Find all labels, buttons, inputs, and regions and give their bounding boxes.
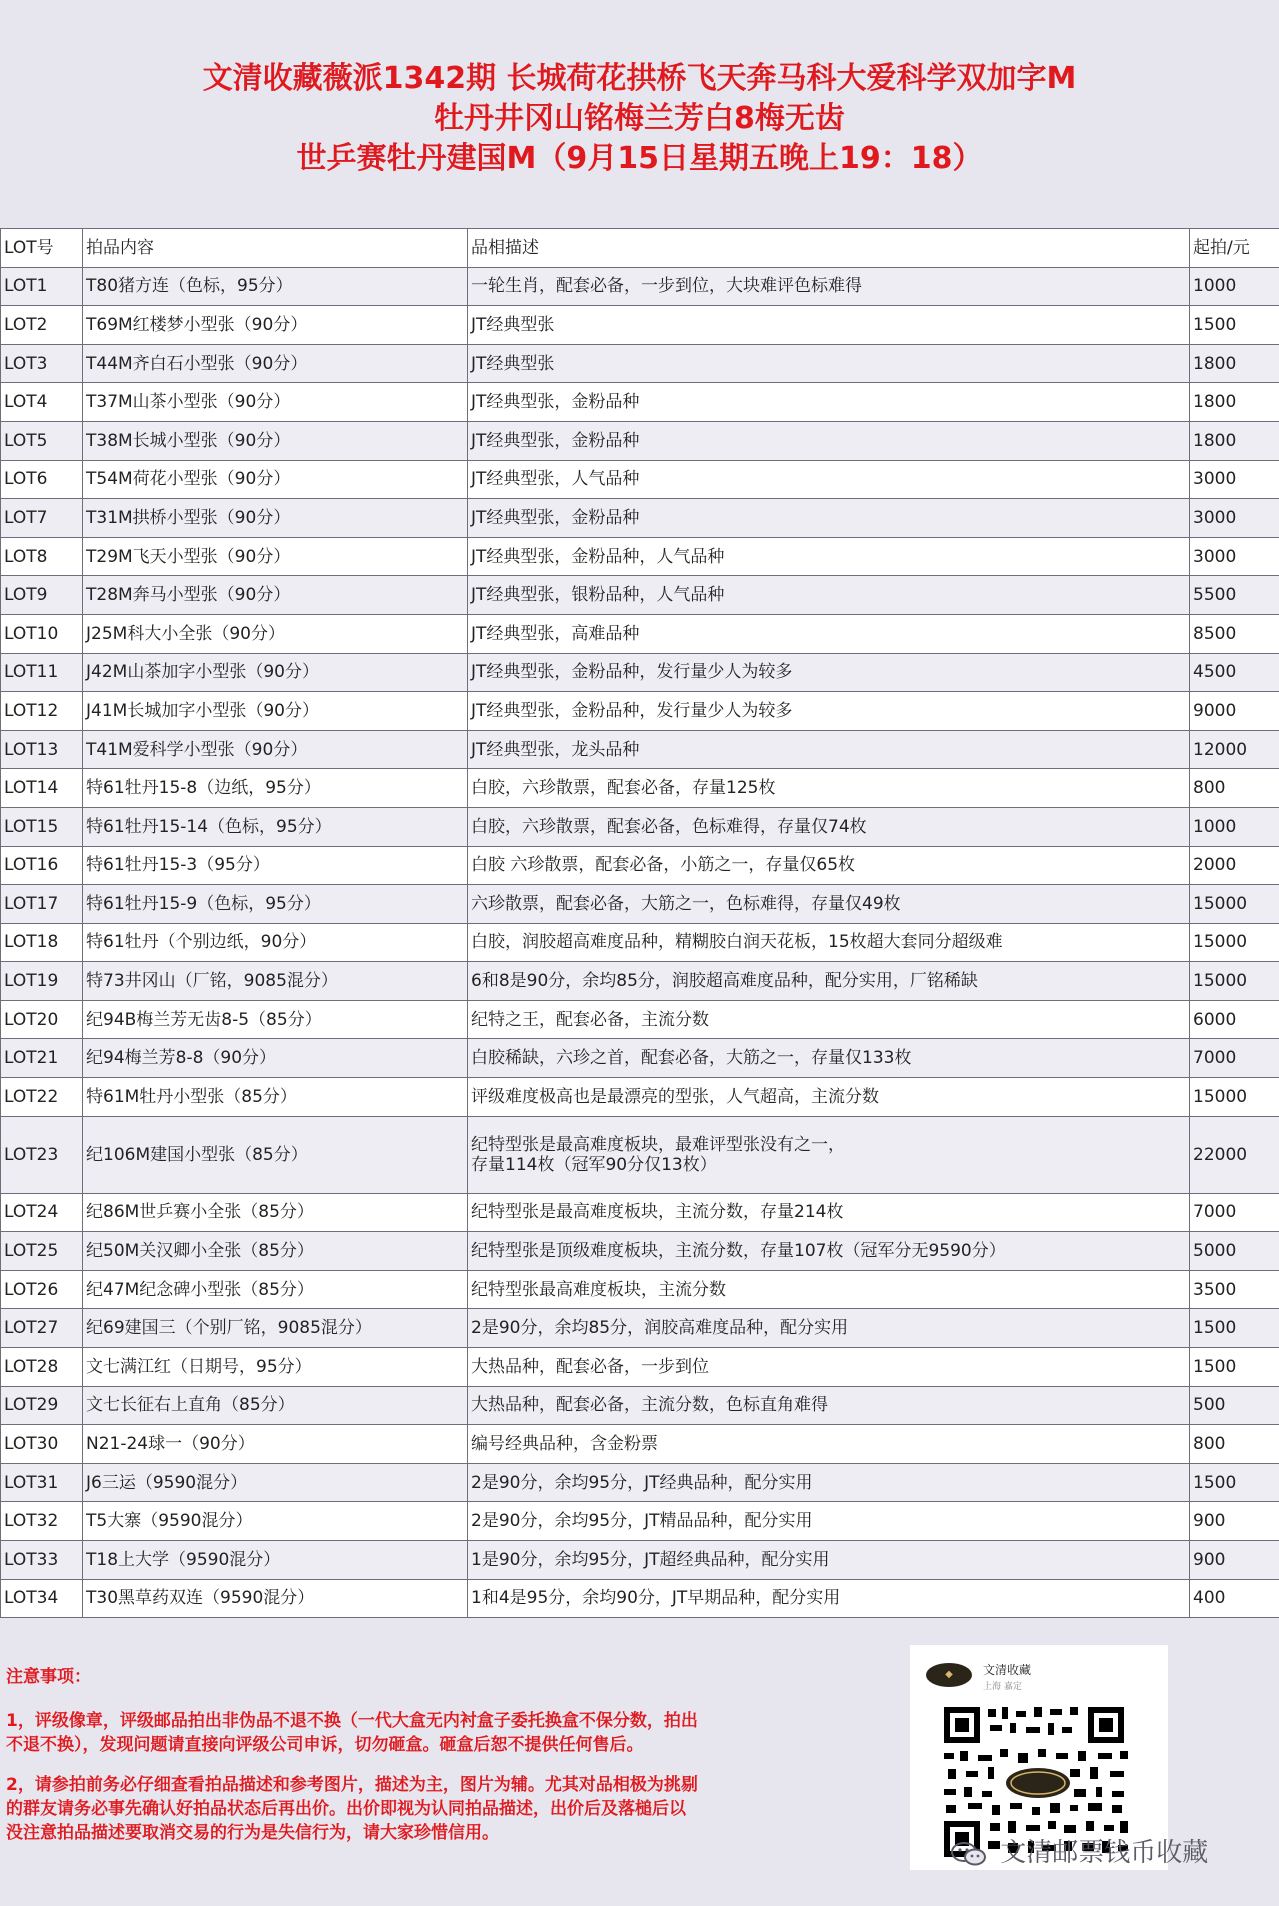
starting-price: 900 xyxy=(1190,1502,1279,1541)
item-description: 1和4是95分，余均90分，JT早期品种，配分实用 xyxy=(468,1579,1190,1618)
table-row xyxy=(1,1193,1279,1232)
item-description: 大热品种，配套必备，一步到位 xyxy=(468,1348,1190,1387)
qr-account-name: 文清收藏 xyxy=(983,1663,1032,1677)
table-row xyxy=(1,1116,1279,1193)
note-2-line-a: 2，请参拍前务必仔细查看拍品描述和参考图片，描述为主，图片为辅。尤其对品相极为挑剔 xyxy=(6,1775,698,1795)
item-description: 纪特型张最高难度板块，主流分数 xyxy=(468,1270,1190,1309)
header-price: 起拍/元 xyxy=(1190,229,1279,268)
starting-price: 1800 xyxy=(1190,383,1279,422)
note-1 xyxy=(6,1709,796,1757)
starting-price: 15000 xyxy=(1190,923,1279,962)
starting-price: 900 xyxy=(1190,1541,1279,1580)
item-name: 特61牡丹15-14（色标，95分） xyxy=(83,807,468,846)
lot-number: LOT34 xyxy=(1,1579,83,1618)
lot-number: LOT28 xyxy=(1,1348,83,1387)
table-row xyxy=(1,846,1279,885)
page-title xyxy=(0,0,1279,228)
lot-number: LOT24 xyxy=(1,1193,83,1232)
table-row xyxy=(1,1386,1279,1425)
starting-price: 3000 xyxy=(1190,499,1279,538)
item-name: 纪106M建国小型张（85分） xyxy=(83,1116,468,1193)
item-description: 纪特型张是顶级难度板块，主流分数，存量107枚（冠军分无9590分） xyxy=(468,1232,1190,1271)
table-row xyxy=(1,1541,1279,1580)
item-description: JT经典型张，人气品种 xyxy=(468,460,1190,499)
table-row xyxy=(1,923,1279,962)
item-description: JT经典型张，高难品种 xyxy=(468,614,1190,653)
item-name: 纪86M世乒赛小全张（85分） xyxy=(83,1193,468,1232)
watermark xyxy=(950,1832,1208,1869)
item-description: JT经典型张，金粉品种，发行量少人为较多 xyxy=(468,653,1190,692)
table-row xyxy=(1,614,1279,653)
lot-number: LOT3 xyxy=(1,344,83,383)
item-description: 2是90分，余均85分，润胶高难度品种，配分实用 xyxy=(468,1309,1190,1348)
table-header-row xyxy=(1,229,1279,268)
lot-number: LOT16 xyxy=(1,846,83,885)
starting-price: 9000 xyxy=(1190,692,1279,731)
table-row xyxy=(1,1502,1279,1541)
lot-number: LOT33 xyxy=(1,1541,83,1580)
item-name: T29M飞天小型张（90分） xyxy=(83,537,468,576)
starting-price: 1000 xyxy=(1190,807,1279,846)
item-name: J25M科大小全张（90分） xyxy=(83,614,468,653)
item-name: T69M红楼梦小型张（90分） xyxy=(83,306,468,345)
item-name: T41M爱科学小型张（90分） xyxy=(83,730,468,769)
title-line-1: 文清收藏薇派1342期 长城荷花拱桥飞天奔马科大爱科学双加字M xyxy=(202,61,1077,96)
notes-section xyxy=(6,1665,796,1861)
item-name: 特61牡丹（个别边纸，90分） xyxy=(83,923,468,962)
lot-number: LOT18 xyxy=(1,923,83,962)
item-description-line-1: 纪特型张是最高难度板块，最难评型张没有之一， xyxy=(471,1134,845,1155)
wechat-icon xyxy=(950,1840,988,1868)
item-name: J42M山茶加字小型张（90分） xyxy=(83,653,468,692)
starting-price: 7000 xyxy=(1190,1193,1279,1232)
note-1-line-a: 1，评级像章，评级邮品拍出非伪品不退不换（一代大盒无内衬盒子委托换盒不保分数，拍出 xyxy=(6,1711,698,1731)
item-description: JT经典型张，金粉品种 xyxy=(468,421,1190,460)
item-description: 纪特型张是最高难度板块，主流分数，存量214枚 xyxy=(468,1193,1190,1232)
lot-number: LOT13 xyxy=(1,730,83,769)
starting-price: 800 xyxy=(1190,1425,1279,1464)
starting-price: 400 xyxy=(1190,1579,1279,1618)
lot-number: LOT2 xyxy=(1,306,83,345)
lot-number: LOT1 xyxy=(1,267,83,306)
starting-price: 1500 xyxy=(1190,306,1279,345)
item-description: 纪特之王，配套必备，主流分数 xyxy=(468,1000,1190,1039)
item-description: 1是90分，余均95分，JT超经典品种，配分实用 xyxy=(468,1541,1190,1580)
lot-number: LOT14 xyxy=(1,769,83,808)
lot-number: LOT11 xyxy=(1,653,83,692)
lot-number: LOT6 xyxy=(1,460,83,499)
table-row xyxy=(1,1039,1279,1078)
header-desc: 品相描述 xyxy=(468,229,1190,268)
item-description: 白胶，六珍散票，配套必备，色标难得，存量仅74枚 xyxy=(468,807,1190,846)
lot-number: LOT17 xyxy=(1,885,83,924)
lot-number: LOT21 xyxy=(1,1039,83,1078)
starting-price: 3000 xyxy=(1190,537,1279,576)
item-description: 白胶，六珍散票，配套必备，存量125枚 xyxy=(468,769,1190,808)
lot-number: LOT4 xyxy=(1,383,83,422)
item-description: 2是90分，余均95分，JT精品品种，配分实用 xyxy=(468,1502,1190,1541)
table-row xyxy=(1,576,1279,615)
lot-number: LOT32 xyxy=(1,1502,83,1541)
starting-price: 6000 xyxy=(1190,1000,1279,1039)
item-description: 大热品种，配套必备，主流分数，色标直角难得 xyxy=(468,1386,1190,1425)
note-2 xyxy=(6,1773,796,1845)
table-row xyxy=(1,1232,1279,1271)
item-name: T38M长城小型张（90分） xyxy=(83,421,468,460)
item-name: T18上大学（9590混分） xyxy=(83,1541,468,1580)
item-name: 纪94B梅兰芳无齿8-5（85分） xyxy=(83,1000,468,1039)
item-description: 白胶稀缺，六珍之首，配套必备，大筋之一，存量仅133枚 xyxy=(468,1039,1190,1078)
table-row xyxy=(1,962,1279,1001)
item-name: 特61牡丹15-8（边纸，95分） xyxy=(83,769,468,808)
item-description: JT经典型张，银粉品种，人气品种 xyxy=(468,576,1190,615)
item-name: T31M拱桥小型张（90分） xyxy=(83,499,468,538)
item-name: T5大寨（9590混分） xyxy=(83,1502,468,1541)
table-row xyxy=(1,344,1279,383)
item-description: 编号经典品种，含金粉票 xyxy=(468,1425,1190,1464)
table-row xyxy=(1,807,1279,846)
lot-number: LOT20 xyxy=(1,1000,83,1039)
table-row xyxy=(1,885,1279,924)
table-row xyxy=(1,1078,1279,1117)
starting-price: 500 xyxy=(1190,1386,1279,1425)
lot-number: LOT15 xyxy=(1,807,83,846)
table-row xyxy=(1,537,1279,576)
table-row xyxy=(1,383,1279,422)
item-description: 一轮生肖，配套必备，一步到位，大块难评色标难得 xyxy=(468,267,1190,306)
item-name: 特73井冈山（厂铭，9085混分） xyxy=(83,962,468,1001)
lot-table xyxy=(0,228,1279,1618)
starting-price: 2000 xyxy=(1190,846,1279,885)
shop-logo-icon: ◆ xyxy=(926,1663,972,1687)
starting-price: 12000 xyxy=(1190,730,1279,769)
item-name: T80猪方连（色标，95分） xyxy=(83,267,468,306)
item-name: 文七满江红（日期号，95分） xyxy=(83,1348,468,1387)
item-name: 文七长征右上直角（85分） xyxy=(83,1386,468,1425)
lot-number: LOT22 xyxy=(1,1078,83,1117)
item-name: J6三运（9590混分） xyxy=(83,1463,468,1502)
item-description: JT经典型张，龙头品种 xyxy=(468,730,1190,769)
starting-price: 800 xyxy=(1190,769,1279,808)
starting-price: 1800 xyxy=(1190,421,1279,460)
lot-number: LOT10 xyxy=(1,614,83,653)
item-description: JT经典型张 xyxy=(468,306,1190,345)
lot-number: LOT5 xyxy=(1,421,83,460)
starting-price: 8500 xyxy=(1190,614,1279,653)
table-row xyxy=(1,730,1279,769)
starting-price: 3500 xyxy=(1190,1270,1279,1309)
table-row xyxy=(1,1463,1279,1502)
item-name: T37M山茶小型张（90分） xyxy=(83,383,468,422)
starting-price: 15000 xyxy=(1190,885,1279,924)
lot-number: LOT9 xyxy=(1,576,83,615)
item-description: JT经典型张，金粉品种 xyxy=(468,383,1190,422)
lot-number: LOT29 xyxy=(1,1386,83,1425)
item-description: 白胶 六珍散票，配套必备，小筋之一，存量仅65枚 xyxy=(468,846,1190,885)
item-name: T44M齐白石小型张（90分） xyxy=(83,344,468,383)
header-item: 拍品内容 xyxy=(83,229,468,268)
table-row xyxy=(1,1270,1279,1309)
table-row xyxy=(1,499,1279,538)
note-1-line-b: 不退不换），发现问题请直接向评级公司申诉，切勿砸盒。砸盒后恕不提供任何售后。 xyxy=(6,1735,644,1755)
item-name: 特61牡丹15-9（色标，95分） xyxy=(83,885,468,924)
starting-price: 5000 xyxy=(1190,1232,1279,1271)
item-name: T28M奔马小型张（90分） xyxy=(83,576,468,615)
lot-number: LOT25 xyxy=(1,1232,83,1271)
starting-price: 1800 xyxy=(1190,344,1279,383)
item-description: 评级难度极高也是最漂亮的型张，人气超高，主流分数 xyxy=(468,1078,1190,1117)
table-row xyxy=(1,306,1279,345)
lot-number: LOT8 xyxy=(1,537,83,576)
table-row xyxy=(1,769,1279,808)
note-2-line-b: 的群友请务必事先确认好拍品状态后再出价。出价即视为认同拍品描述，出价后及落槌后以 xyxy=(6,1799,686,1819)
starting-price: 7000 xyxy=(1190,1039,1279,1078)
table-row xyxy=(1,653,1279,692)
table-row xyxy=(1,1348,1279,1387)
item-name: 纪69建国三（个别厂铭，9085混分） xyxy=(83,1309,468,1348)
starting-price: 1500 xyxy=(1190,1463,1279,1502)
item-description: 六珍散票，配套必备，大筋之一，色标难得，存量仅49枚 xyxy=(468,885,1190,924)
table-row xyxy=(1,460,1279,499)
note-2-line-c: 没注意拍品描述要取消交易的行为是失信行为，请大家珍惜信用。 xyxy=(6,1823,499,1843)
item-description-line-2: 存量114枚（冠军90分仅13枚） xyxy=(471,1154,717,1175)
lot-number: LOT26 xyxy=(1,1270,83,1309)
item-description: 6和8是90分，余均85分，润胶超高难度品种，配分实用，厂铭稀缺 xyxy=(468,962,1190,1001)
starting-price: 5500 xyxy=(1190,576,1279,615)
item-name: 特61牡丹15-3（95分） xyxy=(83,846,468,885)
starting-price: 22000 xyxy=(1190,1116,1279,1193)
starting-price: 1000 xyxy=(1190,267,1279,306)
title-line-3: 世乒赛牡丹建国M（9月15日星期五晚上19：18） xyxy=(296,141,983,176)
qr-account-location: 上海 嘉定 xyxy=(983,1682,1022,1692)
table-row xyxy=(1,1425,1279,1464)
lot-number: LOT31 xyxy=(1,1463,83,1502)
starting-price: 4500 xyxy=(1190,653,1279,692)
header-lot: LOT号 xyxy=(1,229,83,268)
title-line-2: 牡丹井冈山铭梅兰芳白8梅无齿 xyxy=(434,101,845,136)
item-name: 纪47M纪念碑小型张（85分） xyxy=(83,1270,468,1309)
starting-price: 3000 xyxy=(1190,460,1279,499)
item-name: 纪50M关汉卿小全张（85分） xyxy=(83,1232,468,1271)
lot-number: LOT7 xyxy=(1,499,83,538)
lot-number: LOT27 xyxy=(1,1309,83,1348)
watermark-text: 文清邮票钱币收藏 xyxy=(1000,1838,1209,1868)
item-description: 白胶，润胶超高难度品种，精糊胶白润天花板，15枚超大套同分超级难 xyxy=(468,923,1190,962)
starting-price: 1500 xyxy=(1190,1309,1279,1348)
item-description: JT经典型张，金粉品种，人气品种 xyxy=(468,537,1190,576)
notes-heading: 注意事项： xyxy=(6,1667,91,1687)
lot-number: LOT12 xyxy=(1,692,83,731)
item-name: N21-24球一（90分） xyxy=(83,1425,468,1464)
item-description: JT经典型张，金粉品种 xyxy=(468,499,1190,538)
table-row xyxy=(1,267,1279,306)
lot-number: LOT23 xyxy=(1,1116,83,1193)
starting-price: 15000 xyxy=(1190,1078,1279,1117)
item-description: JT经典型张 xyxy=(468,344,1190,383)
lot-number: LOT19 xyxy=(1,962,83,1001)
item-description xyxy=(468,1116,1190,1193)
table-row xyxy=(1,1579,1279,1618)
item-name: T30黑草药双连（9590混分） xyxy=(83,1579,468,1618)
table-row xyxy=(1,421,1279,460)
table-row xyxy=(1,1000,1279,1039)
starting-price: 1500 xyxy=(1190,1348,1279,1387)
item-description: 2是90分，余均95分，JT经典品种，配分实用 xyxy=(468,1463,1190,1502)
lot-number: LOT30 xyxy=(1,1425,83,1464)
table-row xyxy=(1,1309,1279,1348)
item-name: T54M荷花小型张（90分） xyxy=(83,460,468,499)
starting-price: 15000 xyxy=(1190,962,1279,1001)
item-name: 纪94梅兰芳8-8（90分） xyxy=(83,1039,468,1078)
table-row xyxy=(1,692,1279,731)
item-name: 特61M牡丹小型张（85分） xyxy=(83,1078,468,1117)
item-description: JT经典型张，金粉品种，发行量少人为较多 xyxy=(468,692,1190,731)
item-name: J41M长城加字小型张（90分） xyxy=(83,692,468,731)
